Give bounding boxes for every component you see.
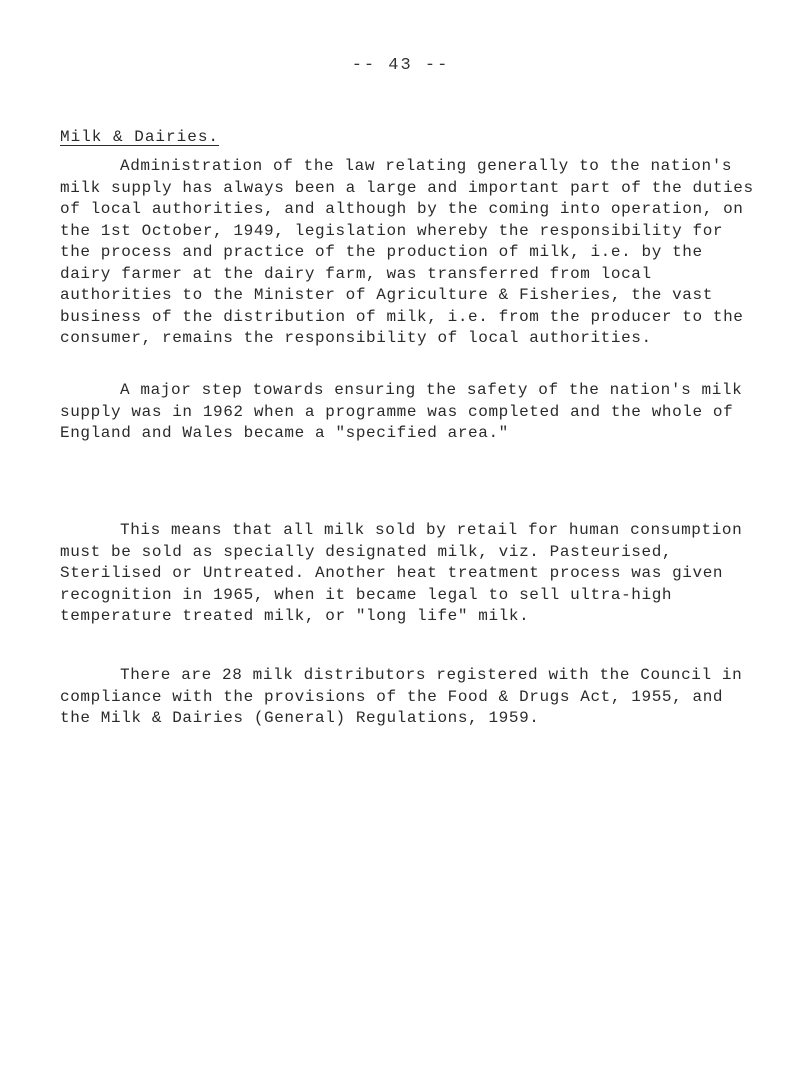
paragraph-text: A major step towards ensuring the safety of the nation's milk supply was in 1962 when a programme was completed and the whole of England and Wales became a "specified area." xyxy=(60,381,743,442)
paragraph-text: There are 28 milk distributors registered with the Council in compliance with the provisions of the Food & Drugs Act, 1955, and the Milk & Dairies (General) Regulations, 1959. xyxy=(60,666,743,727)
paragraph-designated-milk xyxy=(60,520,760,628)
paragraph-administration xyxy=(60,156,760,350)
paragraph-specified-area xyxy=(60,380,760,445)
section-title: Milk & Dairies. xyxy=(60,128,220,146)
paragraph-text: This means that all milk sold by retail for human consumption must be sold as specially designated milk, viz. Pasteurised, Sterilised or Untreated. Another heat treatment process was given recognition in 1965, when it became legal to sell ultra-high temperature treated milk, or "long life" milk. xyxy=(60,521,743,625)
page-number: -- 43 -- xyxy=(351,56,450,75)
paragraph-distributors xyxy=(60,665,760,730)
paragraph-text: Administration of the law relating generally to the nation's milk supply has always been a large and important part of the duties of local authorities, and although by the coming into operation, on the 1st October, 1949, legislation whereby the responsibility for the process and practice of the production of milk, i.e. by the dairy farmer at the dairy farm, was transferred from local authorities to the Minister of Agriculture & Fisheries, the vast business of the distribution of milk, i.e. from the producer to the consumer, remains the responsibility of local authorities. xyxy=(60,157,754,347)
